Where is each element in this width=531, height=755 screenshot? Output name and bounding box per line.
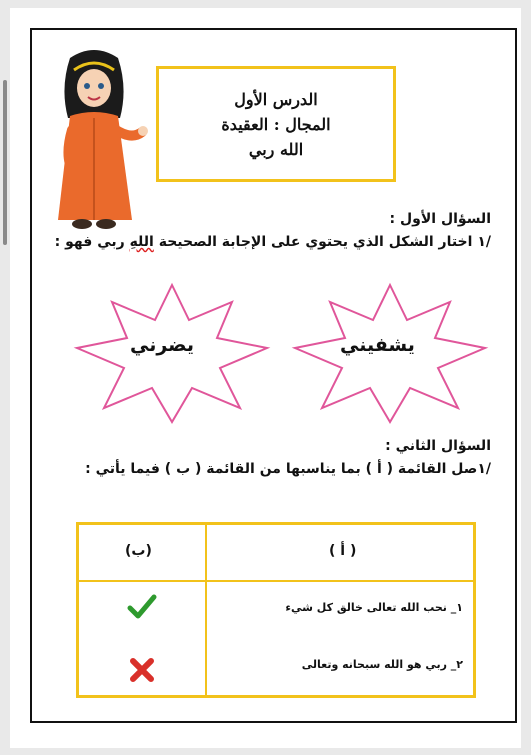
scrollbar[interactable] xyxy=(3,80,7,245)
worksheet-page xyxy=(10,8,521,748)
question2-heading: السؤال الثاني : xyxy=(385,438,491,454)
column-divider xyxy=(205,525,207,695)
question1-heading: السؤال الأول : xyxy=(389,211,491,227)
column-a-header: ( أ ) xyxy=(329,543,357,559)
list-item: ٢_ ربي هو الله سبحانه وتعالى xyxy=(301,658,463,671)
option-harms: يضرني xyxy=(130,334,195,356)
matching-table xyxy=(76,522,476,698)
question1-prompt: /١ اختار الشكل الذي يحتوي على الإجابة الصحيحة اللهِ ربي فهو : xyxy=(54,234,491,250)
underlined-word: اللهِ xyxy=(129,234,154,250)
option-heals: يشفيني xyxy=(340,334,415,356)
girl-illustration xyxy=(40,48,148,233)
header-divider xyxy=(79,580,473,582)
check-icon xyxy=(127,593,157,621)
lesson-title-box xyxy=(156,66,396,182)
list-item: ١_ نحب الله تعالى خالق كل شيء xyxy=(285,601,463,614)
question2-prompt: /١صل القائمة ( أ ) بما يناسبها من القائمة ( ب ) فيما يأتي : xyxy=(85,461,491,477)
lesson-field: المجال : العقيدة xyxy=(221,114,331,134)
lesson-title: الدرس الأول xyxy=(234,89,318,109)
cross-icon xyxy=(129,657,155,683)
column-b-header: (ب) xyxy=(125,543,152,559)
lesson-topic: الله ربي xyxy=(248,139,304,159)
